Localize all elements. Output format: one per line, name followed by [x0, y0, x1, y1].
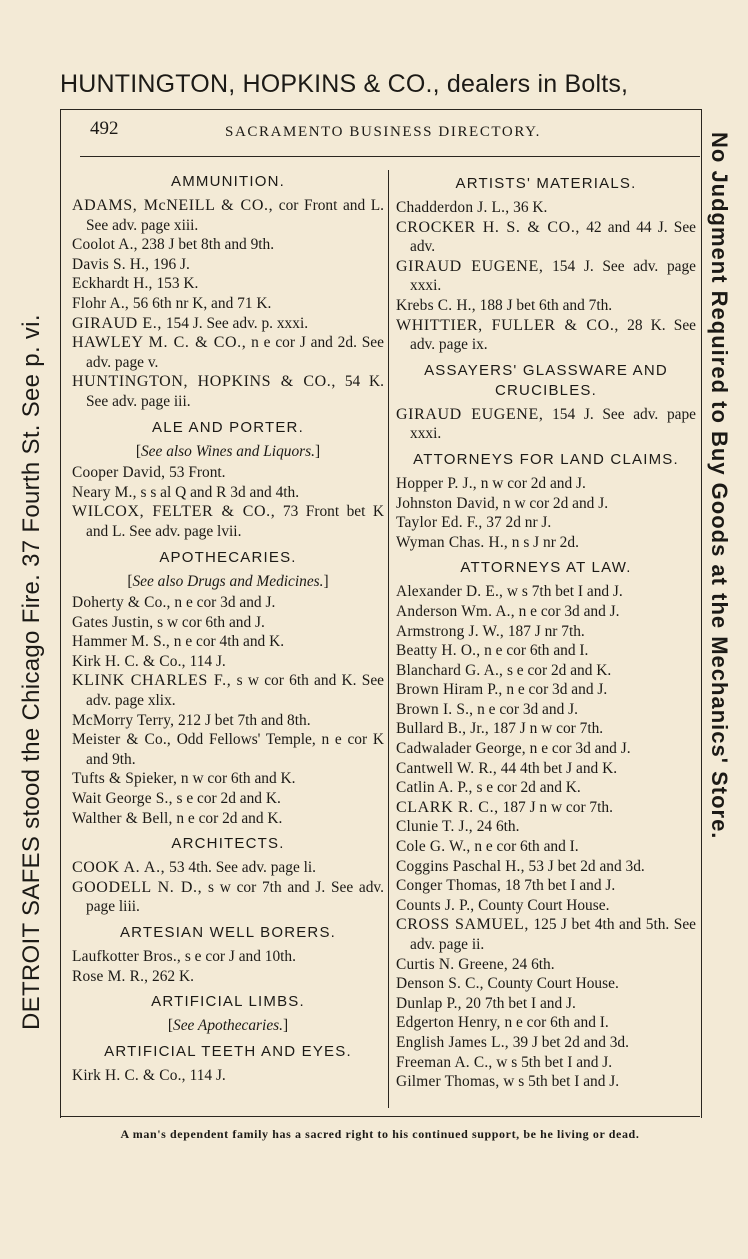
- directory-entry: Kirk H. C. & Co., 114 J.: [72, 1066, 226, 1084]
- directory-entry: Cole G. W., n e cor 6th and I.: [396, 838, 579, 856]
- directory-entry: CLARK R. C., 187 J n w cor 7th.: [396, 798, 613, 816]
- directory-entry: Gates Justin, s w cor 6th and J.: [72, 613, 265, 631]
- cross-reference-note: [See Apothecaries.]: [167, 1017, 289, 1035]
- cross-reference-note: [See also Drugs and Medicines.]: [127, 572, 329, 590]
- section-heading-artificial-limbs: ARTIFICIAL LIMBS.: [151, 993, 305, 1011]
- directory-entry: Kirk H. C. & Co., 114 J.: [72, 652, 226, 670]
- cross-reference-note: [See also Wines and Liquors.]: [135, 442, 321, 460]
- directory-entry: Laufkotter Bros., s e cor J and 10th.: [72, 948, 296, 965]
- directory-entry: Krebs C. H., 188 J bet 6th and 7th.: [396, 296, 613, 314]
- column-divider: [388, 170, 389, 1108]
- page-header: [80, 118, 700, 154]
- section-heading-architects: ARCHITECTS.: [171, 835, 285, 853]
- directory-entry: Taylor Ed. F., 37 2d nr J.: [396, 514, 552, 532]
- directory-entry: Coggins Paschal H., 53 J bet 2d and 3d.: [396, 857, 645, 875]
- page-frame-bottom-rule: [60, 1116, 700, 1117]
- section-heading-artists-materials: ARTISTS' MATERIALS.: [455, 175, 637, 192]
- directory-entry: Cantwell W. R., 44 4th bet J and K.: [396, 759, 618, 777]
- directory-entry: Rose M. R., 262 K.: [72, 967, 194, 985]
- directory-entry: Wyman Chas. H., n s J nr 2d.: [396, 533, 579, 551]
- directory-entry: Tufts & Spieker, n w cor 6th and K.: [72, 770, 296, 788]
- section-heading-ammunition: AMMUNITION.: [170, 173, 286, 190]
- directory-entry: Doherty & Co., n e cor 3d and J.: [72, 594, 276, 612]
- directory-entry: Catlin A. P., s e cor 2d and K.: [396, 779, 581, 797]
- directory-entry: Denson S. C., County Court House.: [396, 975, 619, 993]
- directory-entry: Alexander D. E., w s 7th bet I and J.: [396, 583, 623, 601]
- directory-entry: Coolot A., 238 J bet 8th and 9th.: [72, 236, 275, 254]
- directory-entry: Hammer M. S., n e cor 4th and K.: [72, 633, 285, 651]
- footer-advertisement: A man's dependent family has a sacred right to his continued support, be he living or dead.: [120, 1127, 640, 1141]
- directory-entry: Flohr A., 56 6th nr K, and 71 K.: [72, 294, 272, 312]
- section-heading-artesian-well-borers: ARTESIAN WELL BORERS.: [119, 924, 337, 941]
- directory-entry: Davis S. H., 196 J.: [72, 255, 190, 273]
- directory-entry: Blanchard G. A., s e cor 2d and K.: [396, 661, 612, 679]
- directory-entry: Neary M., s s al Q and R 3d and 4th.: [72, 483, 300, 501]
- directory-entry: Bullard B., Jr., 187 J n w cor 7th.: [396, 720, 604, 738]
- directory-entry: CROCKER H. S. & CO., 42 and 44 J. See adv.: [396, 218, 696, 256]
- directory-entry: ADAMS, McNEILL & CO., cor Front and L. See adv. page xiii.: [72, 197, 384, 234]
- directory-entry: Freeman A. C., w s 5th bet I and J.: [396, 1053, 613, 1071]
- directory-entry: Walther & Bell, n e cor 2d and K.: [72, 809, 283, 827]
- directory-entry: GOODELL N. D., s w cor 7th and J. See adv. page liii.: [72, 878, 384, 916]
- directory-entry: English James L., 39 J bet 2d and 3d.: [396, 1033, 629, 1051]
- directory-entry: Clunie T. J., 24 6th.: [396, 818, 520, 836]
- directory-entry: GIRAUD E., 154 J. See adv. p. xxxi.: [72, 314, 309, 332]
- directory-entry: WHITTIER, FULLER & CO., 28 K. See adv. page ix.: [396, 316, 696, 354]
- directory-entry: COOK A. A., 53 4th. See adv. page li.: [72, 859, 317, 877]
- directory-entry: Cooper David, 53 Front.: [72, 464, 226, 482]
- directory-entry: Curtis N. Greene, 24 6th.: [396, 955, 555, 973]
- directory-entry: Beatty H. O., n e cor 6th and I.: [396, 642, 589, 660]
- right-advertisement-banner: No Judgment Required to Buy Goods at the Mechanics' Store.: [707, 132, 732, 840]
- section-heading-assayers-glassware: ASSAYERS' GLASSWARE AND CRUCIBLES.: [424, 361, 668, 399]
- section-heading-ale-and-porter: ALE AND PORTER.: [152, 418, 304, 436]
- top-advertisement-banner: HUNTINGTON, HOPKINS & CO., dealers in Bolts,: [60, 70, 629, 98]
- directory-entry: Cadwalader George, n e cor 3d and J.: [396, 740, 631, 758]
- directory-entry: KLINK CHARLES F., s w cor 6th and K. See adv. page xlix.: [72, 672, 384, 710]
- directory-entry: GIRAUD EUGENE, 154 J. See adv. pape xxxi.: [396, 405, 696, 443]
- page-number: 492: [90, 118, 119, 139]
- section-heading-attorneys-at-law: ATTORNEYS AT LAW.: [460, 559, 632, 577]
- left-advertisement-banner: DETROIT SAFES stood the Chicago Fire. 37 Fourth St. See p. vi.: [18, 314, 45, 1030]
- section-heading-artificial-teeth-and-eyes: ARTIFICIAL TEETH AND EYES.: [104, 1042, 352, 1060]
- directory-entry: Meister & Co., Odd Fellows' Temple, n e cor K and 9th.: [72, 731, 384, 768]
- directory-entry: Armstrong J. W., 187 J nr 7th.: [396, 622, 585, 640]
- directory-entry: Edgerton Henry, n e cor 6th and I.: [396, 1014, 609, 1032]
- directory-entry: HUNTINGTON, HOPKINS & CO., 54 K. See adv. page iii.: [72, 373, 384, 410]
- directory-entry: Conger Thomas, 18 7th bet I and J.: [396, 877, 616, 895]
- directory-entry: Counts J. P., County Court House.: [396, 896, 610, 914]
- directory-entry: GIRAUD EUGENE, 154 J. See adv. page xxxi.: [396, 257, 696, 295]
- section-heading-apothecaries: APOTHECARIES.: [159, 548, 297, 566]
- directory-entry: Chadderdon J. L., 36 K.: [396, 199, 548, 216]
- directory-entry: Eckhardt H., 153 K.: [72, 275, 199, 293]
- header-rule: [80, 156, 700, 157]
- directory-entry: Anderson Wm. A., n e cor 3d and J.: [396, 602, 620, 620]
- directory-entry: Johnston David, n w cor 2d and J.: [396, 494, 609, 512]
- directory-entry: CROSS SAMUEL, 125 J bet 4th and 5th. See adv. page ii.: [396, 916, 696, 953]
- directory-entry: WILCOX, FELTER & CO., 73 Front bet K and L. See adv. page lvii.: [72, 503, 384, 540]
- directory-entry: Wait George S., s e cor 2d and K.: [72, 790, 281, 808]
- directory-entry: Hopper P. J., n w cor 2d and J.: [396, 474, 586, 492]
- running-head: SACRAMENTO BUSINESS DIRECTORY.: [225, 124, 541, 140]
- directory-entry: Brown I. S., n e cor 3d and J.: [396, 700, 578, 718]
- section-heading-attorneys-land-claims: ATTORNEYS FOR LAND CLAIMS.: [413, 450, 679, 468]
- directory-entry: Dunlap P., 20 7th bet I and J.: [396, 994, 576, 1012]
- left-column: [72, 172, 384, 1085]
- right-column: [396, 172, 696, 1092]
- directory-entry: Gilmer Thomas, w s 5th bet I and J.: [396, 1073, 620, 1091]
- directory-entry: HAWLEY M. C. & CO., n e cor J and 2d. See adv. page v.: [72, 334, 384, 371]
- directory-entry: Brown Hiram P., n e cor 3d and J.: [396, 681, 608, 699]
- directory-entry: McMorry Terry, 212 J bet 7th and 8th.: [72, 711, 311, 729]
